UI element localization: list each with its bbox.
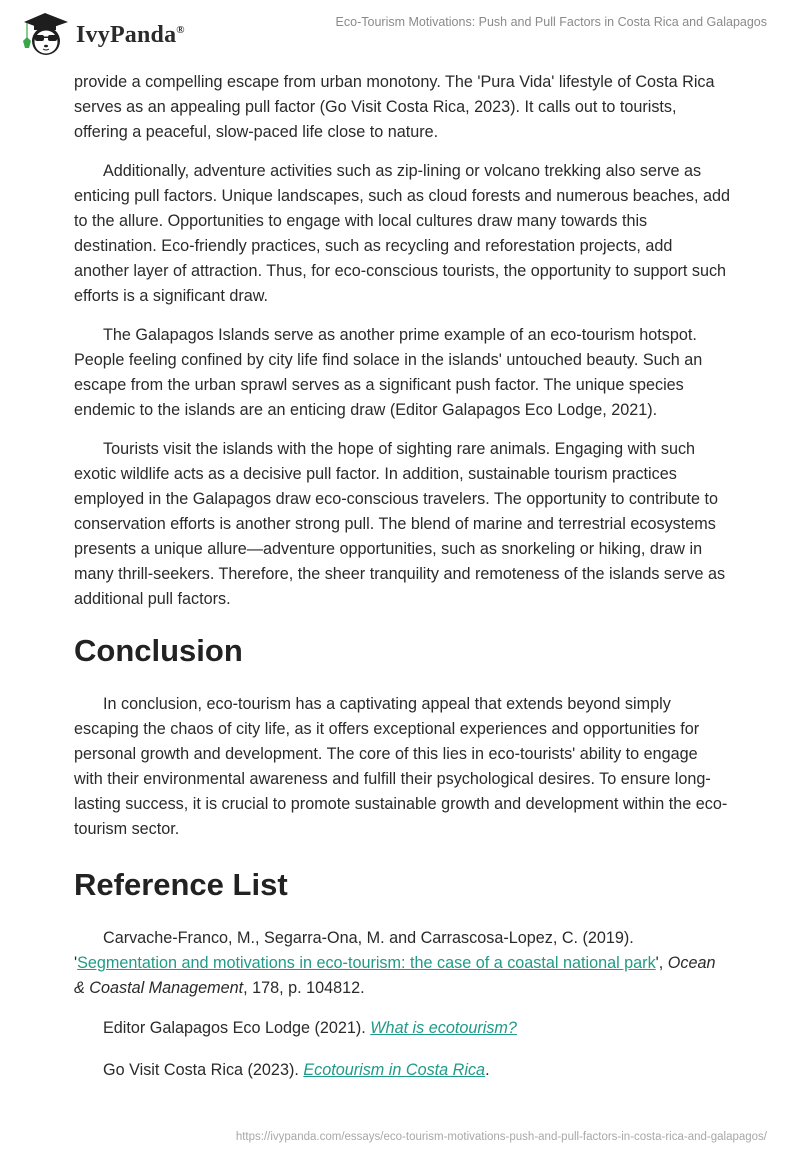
essay-content (74, 70, 730, 1083)
body-paragraph: provide a compelling escape from urban monotony. The 'Pura Vida' lifestyle of Costa Rica serves as an appealing pull factor (Go Visit Costa Rica, 2023). It calls out to tourists, offering a peaceful, slow-paced life close to nature. (74, 73, 715, 141)
reference-item: Editor Galapagos Eco Lodge (2021). What is ecotourism? (103, 1019, 517, 1037)
ivypanda-logo[interactable] (18, 8, 185, 58)
panda-graduate-icon (18, 8, 72, 58)
reference-link[interactable]: Ecotourism in Costa Rica (303, 1061, 486, 1079)
reference-link[interactable]: What is ecotourism? (370, 1019, 517, 1037)
body-paragraph: Tourists visit the islands with the hope of sighting rare animals. Engaging with such exotic wildlife acts as a decisive pull factor. In addition, sustainable tourism practices employed in the Galapagos draw eco-conscious travelers. The opportunity to contribute to conservation efforts is another strong pull. The blend of marine and terrestrial ecosystems presents a unique allure—adventure opportunities, such as snorkeling or hiking, draw in many thrill-seekers. Therefore, the sheer tranquility and remoteness of the islands serve as additional pull factors. (74, 440, 726, 608)
page-header (0, 0, 800, 60)
conclusion-paragraph: In conclusion, eco-tourism has a captivating appeal that extends beyond simply escaping the chaos of city life, as it offers exceptional experiences and opportunities for personal growth and development. The core of this lies in eco-tourists' ability to engage with their environmental awareness and fulfill their psychological desires. To ensure long-lasting success, it is crucial to promote sustainable growth and development within the eco-tourism sector. (74, 695, 728, 838)
journal-title: Ocean & Coastal Management (74, 954, 716, 997)
reference-item: Carvache-Franco, M., Segarra-Ona, M. and Carrascosa-Lopez, C. (2019). 'Segmentation and motivations in eco-tourism: the case of a coastal national park', Ocean & Coastal Management, 178, p. 104812. (74, 929, 716, 997)
footer-url[interactable]: https://ivypanda.com/essays/eco-tourism-motivations-push-and-pull-factors-in-costa-rica-and-galapagos/ (235, 1131, 767, 1143)
body-paragraph: The Galapagos Islands serve as another prime example of an eco-tourism hotspot. People feeling confined by city life find solace in the islands' untouched beauty. Such an escape from the urban sprawl serves as a significant push factor. The unique species endemic to the islands are an enticing draw (Editor Galapagos Eco Lodge, 2021). (74, 326, 703, 419)
reference-link[interactable]: Segmentation and motivations in eco-tourism: the case of a coastal national park (77, 954, 656, 972)
reference-list-heading: Reference List (74, 867, 288, 902)
document-title: Eco-Tourism Motivations: Push and Pull Factors in Costa Rica and Galapagos (335, 15, 767, 29)
logo-text: IvyPanda® (76, 21, 185, 48)
conclusion-heading: Conclusion (74, 633, 243, 668)
reference-item: Go Visit Costa Rica (2023). Ecotourism in Costa Rica. (103, 1061, 490, 1079)
body-paragraph: Additionally, adventure activities such as zip-lining or volcano trekking also serve as enticing pull factors. Unique landscapes, such as cloud forests and numerous beaches, add to the allure. Opportunities to engage with local cultures draw many towards this destination. Eco-friendly practices, such as recycling and reforestation projects, add another layer of attraction. Thus, for eco-conscious tourists, the opportunity to support such efforts is a significant draw. (74, 162, 730, 305)
